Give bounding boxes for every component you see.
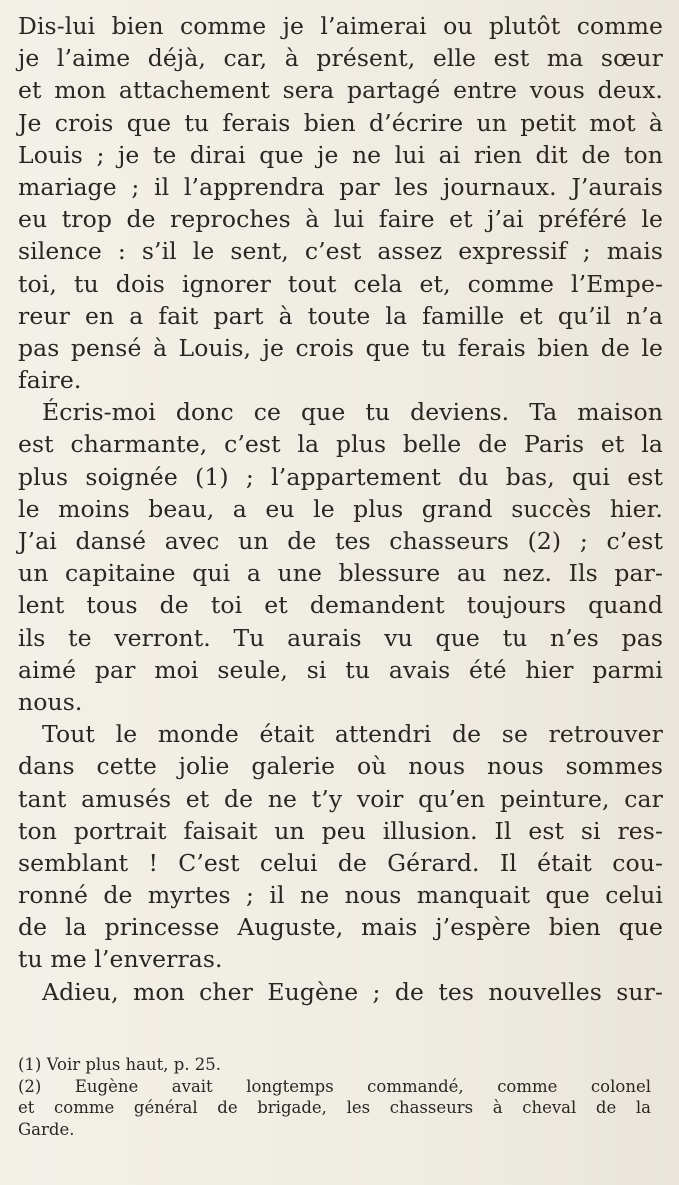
- text-line: silence : s’il le sent, c’est assez expressif ; mais: [18, 237, 663, 266]
- text-line: un capitaine qui a une blessure au nez. Ils par-: [18, 559, 663, 588]
- footnote-2-continued: et comme général de brigade, les chasseurs à cheval de la: [18, 1098, 651, 1117]
- text-line: Tout le monde était attendri de se retrouver: [42, 720, 663, 749]
- text-line: semblant ! C’est celui de Gérard. Il était cou-: [18, 848, 663, 877]
- text-line: tant amusés et de ne t’y voir qu’en peinture, car: [18, 784, 663, 813]
- text-line: ronné de myrtes ; il ne nous manquait que celui: [18, 881, 663, 910]
- footnote-1: (1) Voir plus haut, p. 25.: [18, 1055, 222, 1074]
- text-line: je l’aime déjà, car, à présent, elle est ma sœur: [18, 44, 663, 73]
- text-line: dans cette jolie galerie où nous nous sommes: [18, 752, 663, 781]
- text-line: et mon attachement sera partagé entre vous deux.: [18, 76, 663, 105]
- text-line: ton portrait faisait un peu illusion. Il est si res-: [18, 816, 663, 845]
- text-line: reur en a fait part à toute la famille et qu’il n’a: [18, 301, 663, 330]
- footnote-2-continued: Garde.: [18, 1119, 75, 1139]
- text-line: Dis-lui bien comme je l’aimerai ou plutôt comme: [18, 12, 663, 40]
- text-line: lent tous de toi et demandent toujours quand: [18, 591, 663, 620]
- text-line: ils te verront. Tu aurais vu que tu n’es pas: [18, 623, 663, 652]
- text-line: eu trop de reproches à lui faire et j’ai préféré le: [18, 205, 663, 234]
- text-line: nous.: [18, 687, 83, 716]
- text-line: le moins beau, a eu le plus grand succès hier.: [18, 494, 663, 523]
- text-line: Je crois que tu ferais bien d’écrire un petit mot à: [18, 108, 663, 137]
- text-line: mariage ; il l’apprendra par les journaux. J’aurais: [18, 172, 663, 201]
- body-text: [18, 10, 663, 1008]
- text-line: Louis ; je te dirai que je ne lui ai rien dit de ton: [18, 140, 663, 169]
- footnote-2: (2) Eugène avait longtemps commandé, comme colonel: [18, 1076, 651, 1096]
- text-line: faire.: [18, 366, 82, 395]
- text-line: est charmante, c’est la plus belle de Paris et la: [18, 430, 663, 459]
- text-line: toi, tu dois ignorer tout cela et, comme l’Empe-: [18, 269, 663, 298]
- text-line: Adieu, mon cher Eugène ; de tes nouvelles sur-: [42, 977, 663, 1006]
- text-line: Écris-moi donc ce que tu deviens. Ta maison: [42, 398, 663, 427]
- footnotes: [18, 1054, 651, 1140]
- text-line: J’ai dansé avec un de tes chasseurs (2) ; c’est: [18, 527, 663, 555]
- text-line: plus soignée (1) ; l’appartement du bas, qui est: [18, 462, 663, 491]
- text-line: pas pensé à Louis, je crois que tu ferais bien de le: [18, 333, 663, 362]
- text-line: aimé par moi seule, si tu avais été hier parmi: [18, 655, 663, 684]
- text-line: tu me l’enverras.: [18, 945, 223, 974]
- text-line: de la princesse Auguste, mais j’espère bien que: [18, 913, 663, 942]
